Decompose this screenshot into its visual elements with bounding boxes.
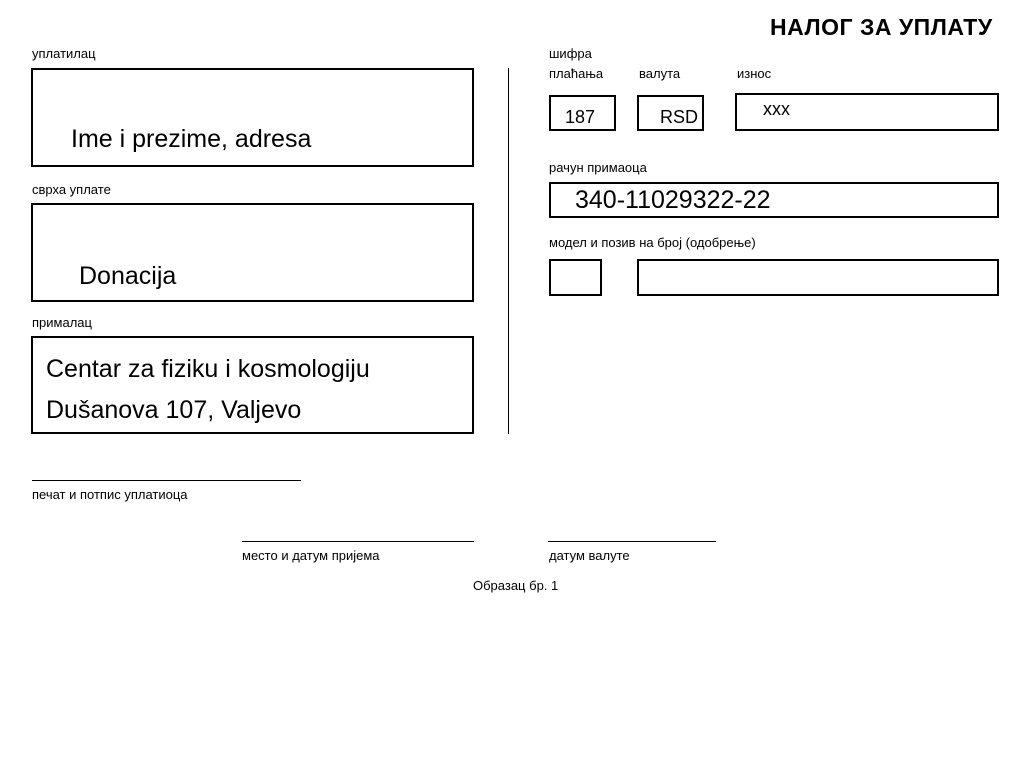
currency-field[interactable] xyxy=(637,95,704,131)
recipient-label: прималац xyxy=(32,315,92,330)
purpose-field[interactable] xyxy=(31,203,474,302)
account-field[interactable] xyxy=(549,182,999,218)
signature-line xyxy=(32,480,301,481)
purpose-value: Donacija xyxy=(79,262,177,290)
amount-field[interactable] xyxy=(735,93,999,131)
payment-code-label: шифра xyxy=(549,46,592,61)
value-date-label: датум валуте xyxy=(549,548,630,563)
signature-label: печат и потпис уплатиоца xyxy=(32,487,188,502)
purpose-label: сврха уплате xyxy=(32,182,111,197)
payment-code-label-2: плаћања xyxy=(549,66,604,81)
account-value: 340-11029322-22 xyxy=(575,186,771,214)
value-date-line xyxy=(548,541,716,542)
column-divider xyxy=(508,68,509,434)
account-label: рачун примаоца xyxy=(549,160,647,175)
place-date-label: место и датум пријема xyxy=(242,548,380,563)
payment-code-value: 187 xyxy=(565,107,596,127)
form-number: Образац бр. 1 xyxy=(473,578,559,593)
recipient-field[interactable] xyxy=(31,336,474,434)
recipient-line-1: Centar za fiziku i kosmologiju xyxy=(46,355,370,383)
currency-value: RSD xyxy=(660,107,699,127)
payer-field[interactable] xyxy=(31,68,474,167)
currency-label: валута xyxy=(639,66,681,81)
form-title: НАЛОГ ЗА УПЛАТУ xyxy=(770,14,993,40)
model-label: модел и позив на број (одобрење) xyxy=(549,235,756,250)
recipient-line-2: Dušanova 107, Valjevo xyxy=(46,396,302,424)
model-field[interactable] xyxy=(549,259,602,296)
reference-number-field[interactable] xyxy=(637,259,999,296)
amount-value: xxx xyxy=(763,99,790,119)
payer-label: уплатилац xyxy=(32,46,96,61)
place-date-line xyxy=(242,541,474,542)
payer-value: Ime i prezime, adresa xyxy=(71,125,312,153)
payment-code-field[interactable] xyxy=(549,95,616,131)
amount-label: износ xyxy=(737,66,772,81)
